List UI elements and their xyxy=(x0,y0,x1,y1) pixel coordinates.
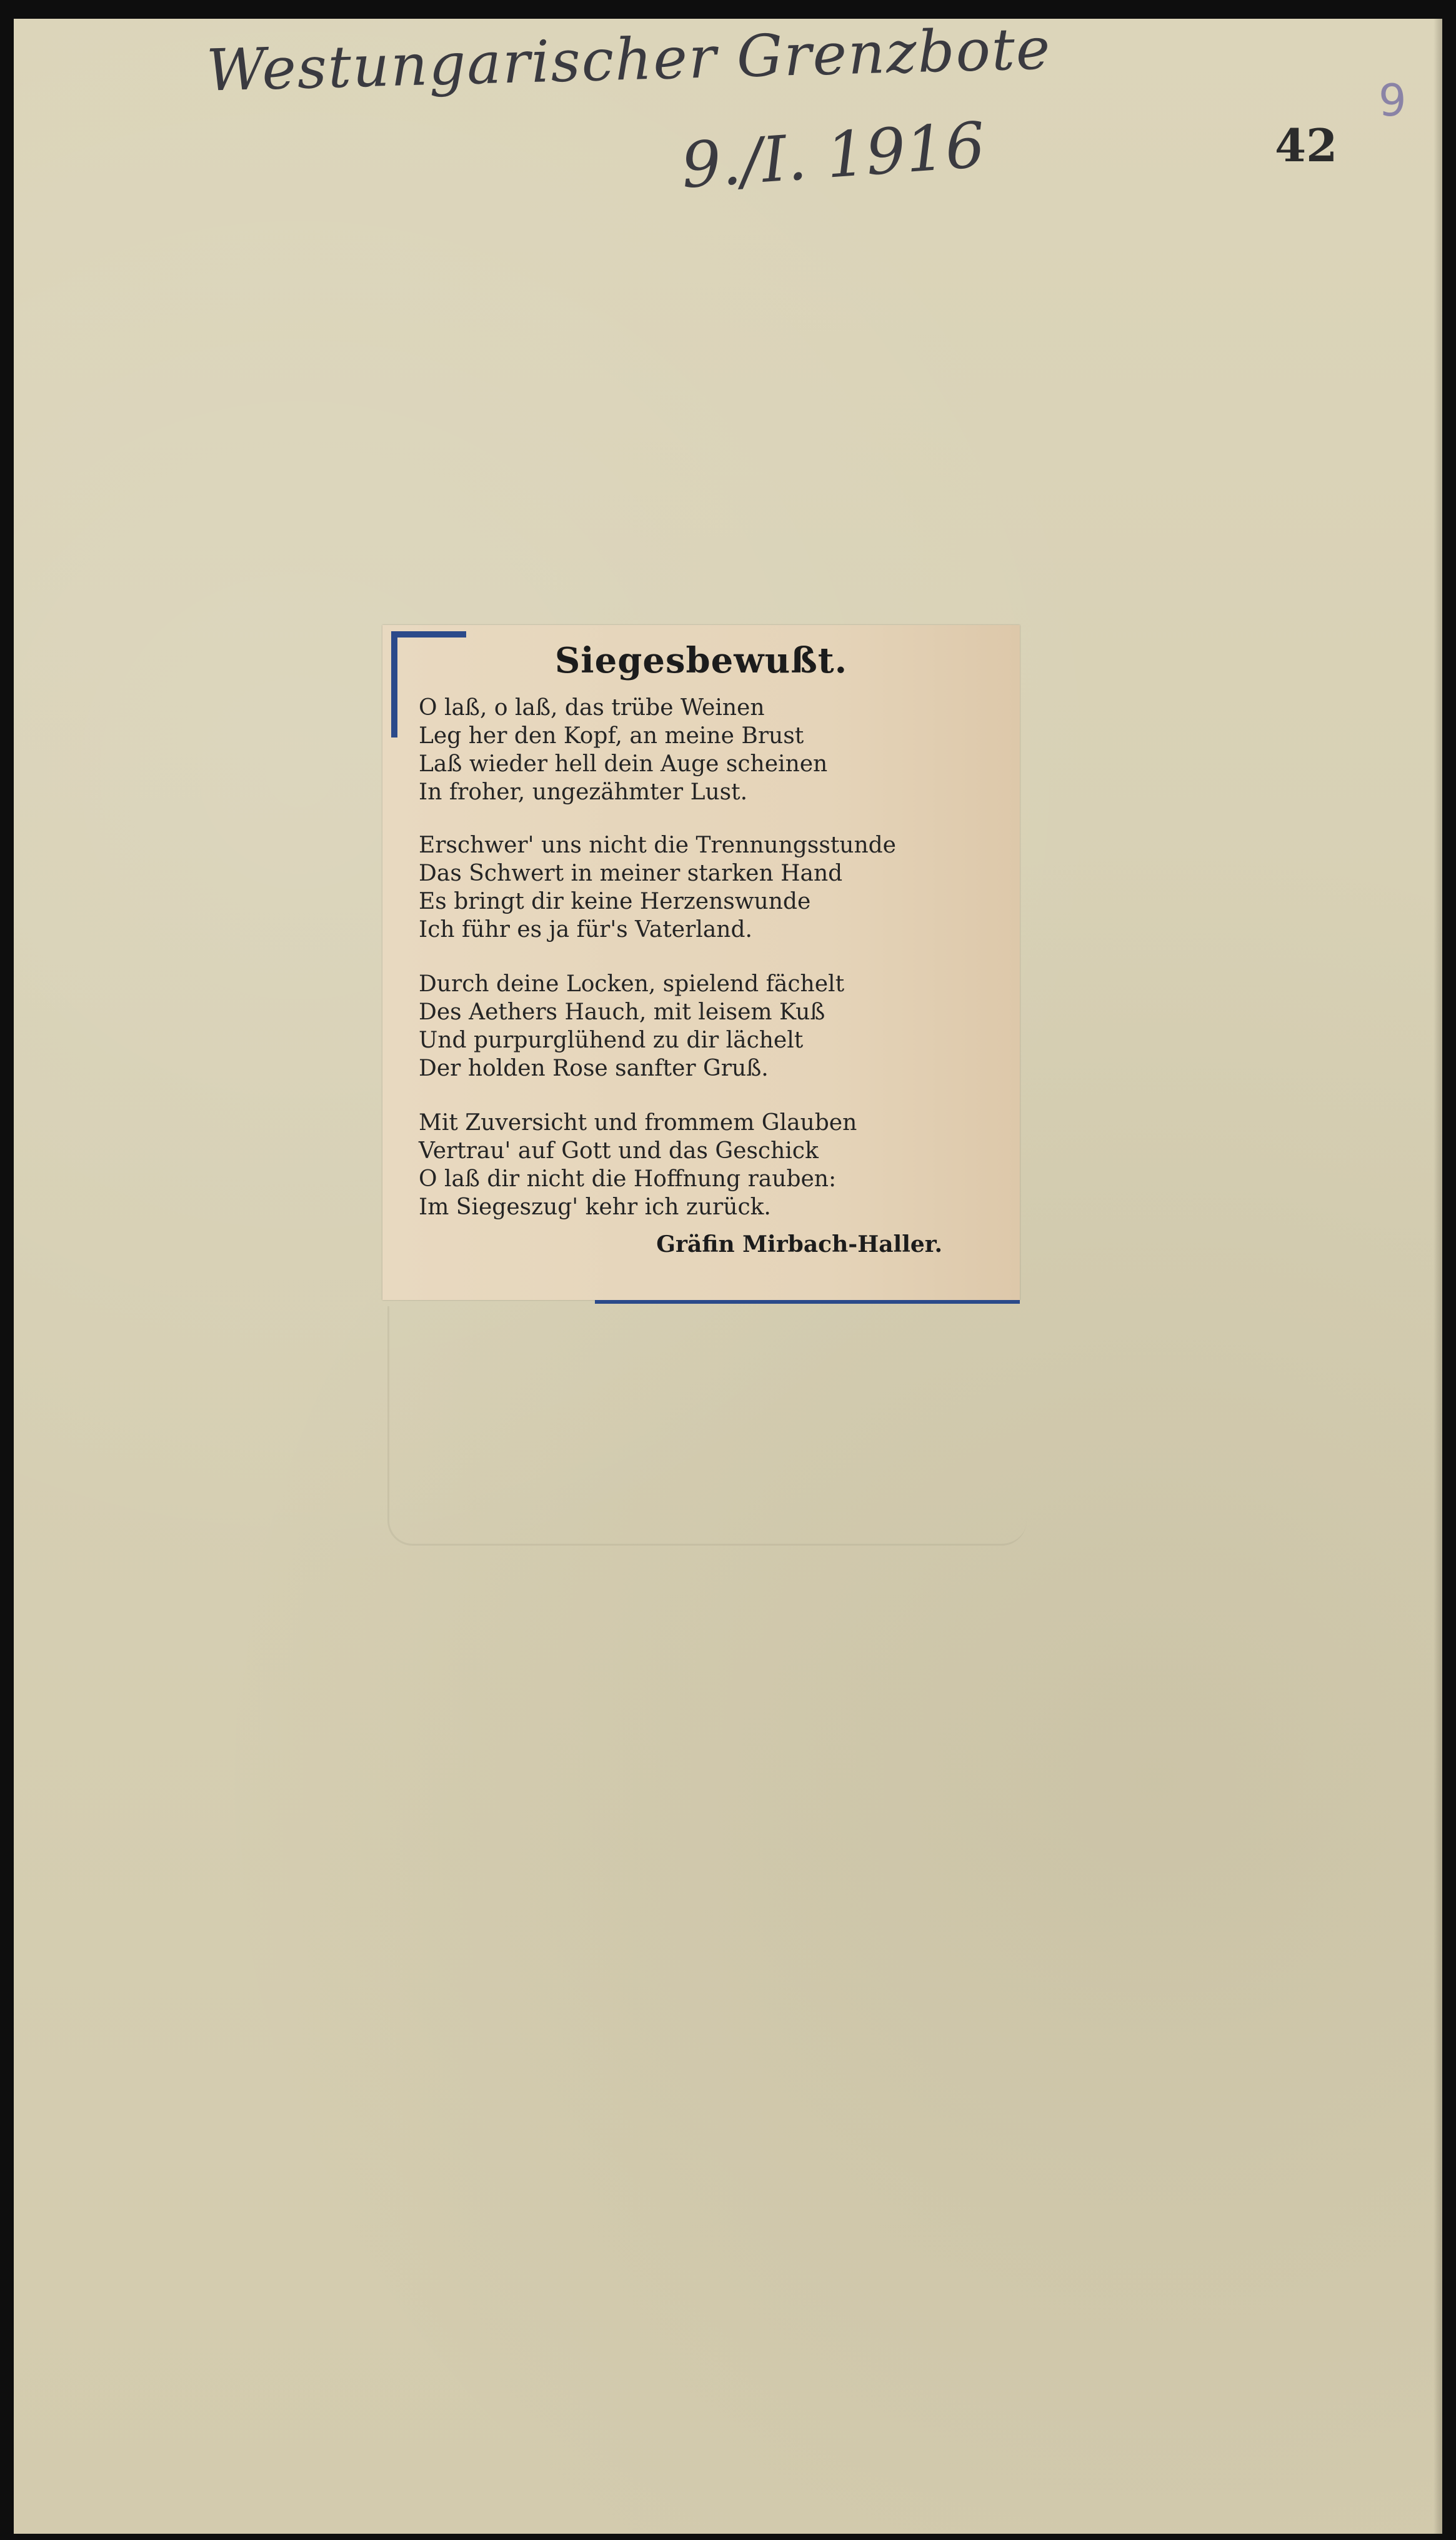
stanza-3 xyxy=(419,970,981,1082)
poem-line: Es bringt dir keine Herzenswunde xyxy=(419,889,811,914)
poem-author: Gräfin Mirbach-Haller. xyxy=(656,1231,942,1258)
poem-line: O laß, o laß, das trübe Weinen xyxy=(419,695,765,721)
poem-line: Leg her den Kopf, an meine Brust xyxy=(419,723,804,749)
poem-line: Durch deine Locken, spielend fächelt xyxy=(419,971,845,997)
poem-line: Im Siegeszug' kehr ich zurück. xyxy=(419,1194,771,1220)
handwritten-newspaper-title: Westungarischer Grenzbote xyxy=(205,15,1052,104)
pencil-folio-number: 9 xyxy=(1379,75,1407,126)
poem-line: Ich führ es ja für's Vaterland. xyxy=(419,917,752,942)
page-number: 42 xyxy=(1275,119,1338,172)
stanza-1 xyxy=(419,694,981,806)
poem-line: Mit Zuversicht und frommem Glauben xyxy=(419,1110,857,1136)
poem-line: Des Aethers Hauch, mit leisem Kuß xyxy=(419,999,825,1025)
poem-line: Vertrau' auf Gott und das Geschick xyxy=(419,1138,819,1164)
poem-line: Und purpurglühend zu dir lächelt xyxy=(419,1028,804,1053)
paste-mark-shadow xyxy=(387,1306,1027,1546)
newspaper-clipping xyxy=(382,625,1020,1300)
handwritten-date: 9./I. 1916 xyxy=(679,108,988,202)
poem-line: Der holden Rose sanfter Gruß. xyxy=(419,1056,769,1081)
stanza-2 xyxy=(419,831,981,944)
poem-title: Siegesbewußt. xyxy=(554,640,848,681)
poem-line: Das Schwert in meiner starken Hand xyxy=(419,861,843,886)
poem-line: Laß wieder hell dein Auge scheinen xyxy=(419,751,828,777)
poem-line: O laß dir nicht die Hoffnung rauben: xyxy=(419,1166,837,1192)
poem-line: Erschwer' uns nicht die Trennungsstunde xyxy=(419,832,896,858)
stanza-4 xyxy=(419,1109,981,1221)
poem-line: In froher, ungezähmter Lust. xyxy=(419,779,748,805)
sheet-edge-shadow xyxy=(1434,19,1442,2534)
blue-pencil-underline xyxy=(595,1300,1020,1304)
